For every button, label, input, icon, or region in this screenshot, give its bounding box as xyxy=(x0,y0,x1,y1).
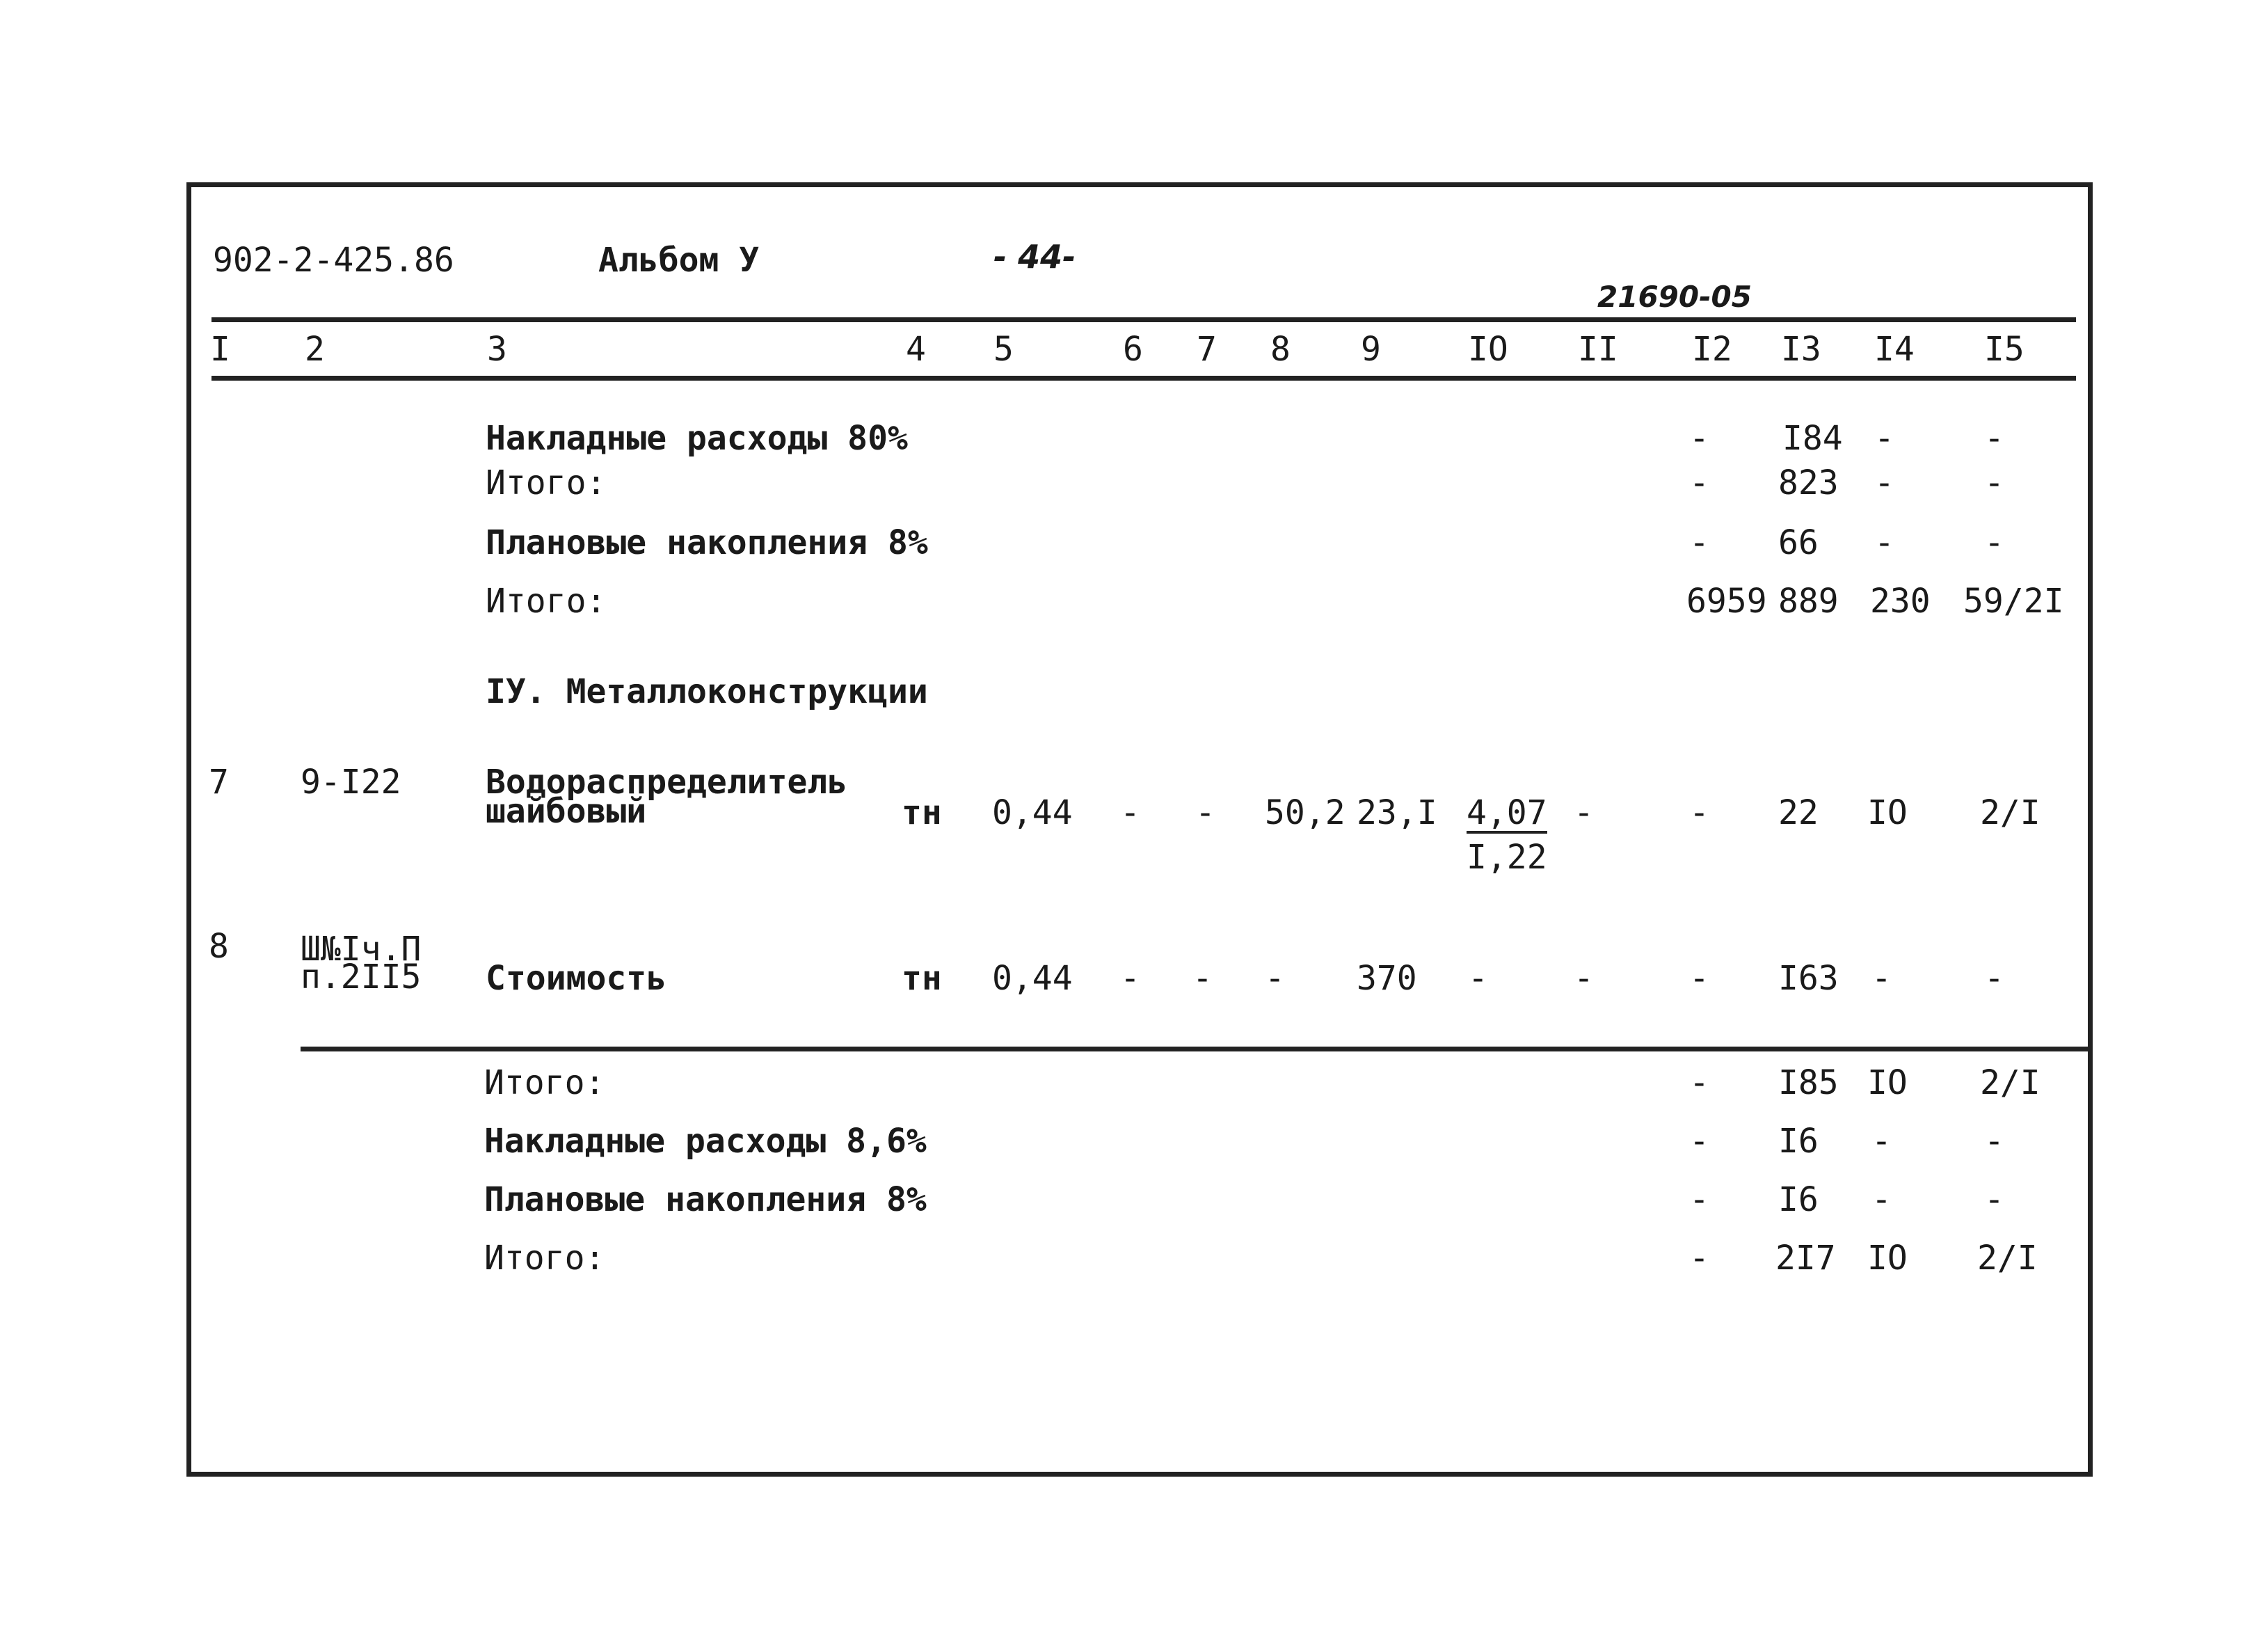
col-header-10: IO xyxy=(1468,330,1508,369)
row-total-c14: 230 xyxy=(1870,582,1931,621)
registration-stamp: 21690-05 xyxy=(1597,280,1752,314)
col-header-13: I3 xyxy=(1781,330,1821,369)
row8-c10: - xyxy=(1468,959,1488,998)
totals-grand-c13: 2I7 xyxy=(1775,1239,1836,1278)
row7-code: 9-I22 xyxy=(301,763,401,802)
col-header-11: II xyxy=(1578,330,1618,369)
totals-separator xyxy=(301,1047,2090,1051)
row7-c14: IO xyxy=(1867,793,1908,832)
col-header-9: 9 xyxy=(1361,330,1381,369)
row-planned-c12: - xyxy=(1689,523,1709,562)
row-subtotal-label: Итого: xyxy=(486,463,607,502)
row-planned-c15: - xyxy=(1984,523,2004,562)
row8-qty: 0,44 xyxy=(992,959,1073,998)
row-total-label: Итого: xyxy=(486,582,607,621)
page-number: - 44- xyxy=(993,238,1076,276)
row-subtotal-c12: - xyxy=(1689,463,1709,502)
document-code: 902-2-425.86 xyxy=(213,241,454,280)
col-header-3: 3 xyxy=(487,330,507,369)
totals-overhead-c13: I6 xyxy=(1778,1122,1819,1161)
row7-name-line1: Водораспределитель xyxy=(486,763,848,802)
row-total-c12: 6959 xyxy=(1686,582,1767,621)
album-title: Альбом У xyxy=(598,241,760,280)
row8-name: Стоимость xyxy=(486,959,667,998)
row8-c8: - xyxy=(1265,959,1285,998)
row7-unit: тн xyxy=(902,793,942,832)
row-planned-c14: - xyxy=(1874,523,1894,562)
col-header-5: 5 xyxy=(993,330,1014,369)
totals-planned-label: Плановые накопления 8% xyxy=(484,1180,927,1219)
row-overhead-c13: I84 xyxy=(1782,419,1843,458)
header-rule-top xyxy=(211,317,2076,322)
row8-c9: 370 xyxy=(1357,959,1417,998)
row-planned-c13: 66 xyxy=(1778,523,1819,562)
totals-subtotal-label: Итого: xyxy=(484,1063,605,1102)
row8-c15: - xyxy=(1984,959,2004,998)
totals-subtotal-c13: I85 xyxy=(1778,1063,1839,1102)
row8-code-line2: п.2II5 xyxy=(301,958,422,996)
row7-c10-top: 4,07 xyxy=(1467,793,1547,832)
col-header-4: 4 xyxy=(906,330,926,369)
row8-c13: I63 xyxy=(1778,959,1839,998)
row-overhead-c15: - xyxy=(1984,419,2004,458)
totals-grand-c14: IO xyxy=(1867,1239,1908,1278)
row8-c12: - xyxy=(1689,959,1709,998)
totals-planned-c14: - xyxy=(1871,1180,1892,1219)
totals-overhead-label: Накладные расходы 8,6% xyxy=(484,1122,927,1161)
totals-grand-label: Итого: xyxy=(484,1239,605,1278)
row7-c11: - xyxy=(1574,793,1594,832)
row7-c9: 23,I xyxy=(1357,793,1437,832)
row7-c15: 2/I xyxy=(1980,793,2041,832)
totals-planned-c15: - xyxy=(1984,1180,2004,1219)
row-subtotal-c13: 823 xyxy=(1778,463,1839,502)
totals-subtotal-c12: - xyxy=(1689,1063,1709,1102)
totals-overhead-c15: - xyxy=(1984,1122,2004,1161)
row7-c8: 50,2 xyxy=(1265,793,1345,832)
totals-planned-c12: - xyxy=(1689,1180,1709,1219)
header-rule-bottom xyxy=(211,376,2076,381)
row8-number: 8 xyxy=(209,927,229,966)
row8-unit: тн xyxy=(902,959,942,998)
row7-c13: 22 xyxy=(1778,793,1819,832)
col-header-12: I2 xyxy=(1692,330,1732,369)
row7-name-line2: шайбовый xyxy=(486,792,647,831)
row-subtotal-c15: - xyxy=(1984,463,2004,502)
row-planned-label: Плановые накопления 8% xyxy=(486,523,928,562)
row7-number: 7 xyxy=(209,763,229,802)
section-heading: IУ. Металлоконструкции xyxy=(486,672,928,711)
col-header-8: 8 xyxy=(1270,330,1291,369)
row7-c10-bottom: I,22 xyxy=(1467,838,1547,877)
totals-overhead-c12: - xyxy=(1689,1122,1709,1161)
row8-c6: - xyxy=(1120,959,1140,998)
row8-c11: - xyxy=(1574,959,1594,998)
col-header-1: I xyxy=(210,330,230,369)
row8-c7: - xyxy=(1192,959,1213,998)
row7-c7: - xyxy=(1195,793,1215,832)
row-overhead-c14: - xyxy=(1874,419,1894,458)
row8-c14: - xyxy=(1871,959,1892,998)
totals-grand-c15: 2/I xyxy=(1977,1239,2038,1278)
col-header-2: 2 xyxy=(305,330,325,369)
totals-grand-c12: - xyxy=(1689,1239,1709,1278)
row7-c6: - xyxy=(1120,793,1140,832)
totals-subtotal-c15: 2/I xyxy=(1980,1063,2041,1102)
row7-c12: - xyxy=(1689,793,1709,832)
row8-code-line1: Ш№Iч.П xyxy=(301,930,422,969)
totals-planned-c13: I6 xyxy=(1778,1180,1819,1219)
row7-qty: 0,44 xyxy=(992,793,1073,832)
col-header-15: I5 xyxy=(1984,330,2025,369)
col-header-7: 7 xyxy=(1197,330,1217,369)
row-total-c13: 889 xyxy=(1778,582,1839,621)
row-overhead-c12: - xyxy=(1689,419,1709,458)
totals-overhead-c14: - xyxy=(1871,1122,1892,1161)
row-total-c15: 59/2I xyxy=(1963,582,2064,621)
col-header-6: 6 xyxy=(1123,330,1143,369)
totals-subtotal-c14: IO xyxy=(1867,1063,1908,1102)
row-overhead-label: Накладные расходы 80% xyxy=(486,419,908,458)
col-header-14: I4 xyxy=(1874,330,1915,369)
row-subtotal-c14: - xyxy=(1874,463,1894,502)
